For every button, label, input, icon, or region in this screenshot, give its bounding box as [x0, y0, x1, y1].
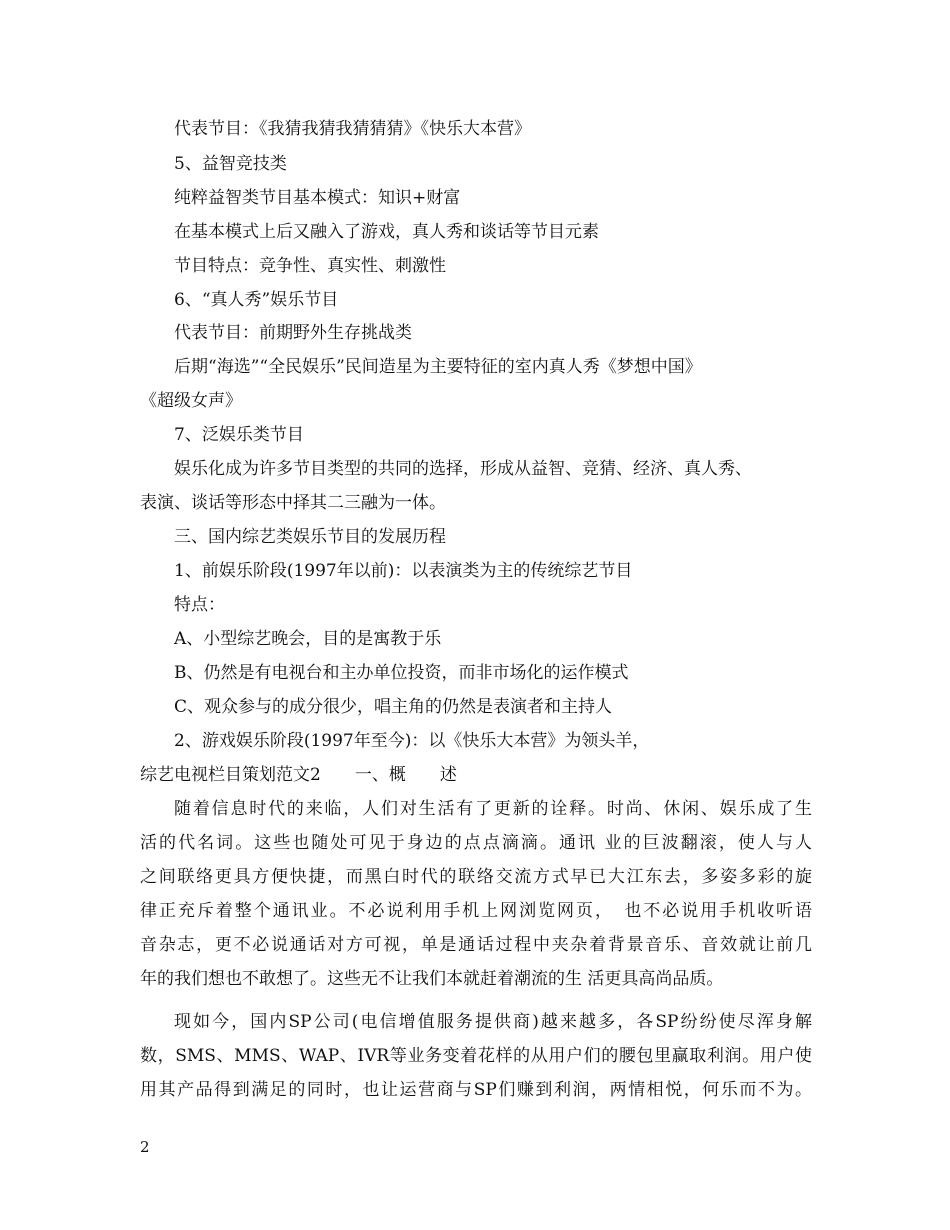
- paragraph-line: 音杂志，更不必说通话对方可视，单是通话过程中夹杂着背景音乐、音效就让前几: [140, 935, 812, 955]
- paragraph-line: 活的代名词。这些也随处可见于身边的点点滴滴。通讯 业的巨波翻滚，使人与人: [140, 833, 812, 853]
- paragraph-line: 之间联络更具方便快捷，而黑白时代的联络交流方式早已大江东去，多姿多彩的旋: [140, 867, 812, 887]
- text-line: 表演、谈话等形态中择其二三融为一体。: [140, 493, 446, 513]
- page-number: 2: [140, 1138, 150, 1156]
- list-item: A、小型综艺晚会，目的是寓教于乐: [174, 629, 442, 649]
- section-heading: 7、泛娱乐类节目: [174, 425, 304, 445]
- paragraph-line: 随着信息时代的来临，人们对生活有了更新的诠释。时尚、休闲、娱乐成了生: [174, 799, 812, 819]
- text-line: 在基本模式上后又融入了游戏，真人秀和谈话等节目元素: [174, 222, 599, 242]
- text-line: 节目特点：竞争性、真实性、刺激性: [174, 256, 446, 276]
- paragraph-line: 年的我们想也不敢想了。这些无不让我们本就赶着潮流的生 活更具高尚品质。: [140, 969, 724, 989]
- paragraph-line: 数，SMS、MMS、WAP、IVR等业务变着花样的从用户们的腰包里赢取利润。用户使: [140, 1046, 812, 1066]
- text-line: 娱乐化成为许多节目类型的共同的选择，形成从益智、竞猜、经济、真人秀、: [174, 459, 752, 479]
- text-line: 《超级女声》: [140, 391, 242, 411]
- text-line: 后期“海选”“全民娱乐”民间造星为主要特征的室内真人秀《梦想中国》: [174, 357, 702, 377]
- section-heading: 6、“真人秀”娱乐节目: [174, 290, 339, 310]
- paragraph-line: 现如今，国内SP公司(电信增值服务提供商)越来越多，各SP纷纷使尽浑身解: [174, 1012, 812, 1032]
- document-title: 综艺电视栏目策划范文2 一、概 述: [140, 765, 457, 785]
- text-line: 2、游戏娱乐阶段(1997年至今)：以《快乐大本营》为领头羊，: [174, 731, 650, 751]
- text-line: 特点：: [174, 595, 225, 615]
- text-line: 代表节目：前期野外生存挑战类: [174, 323, 412, 343]
- paragraph-line: 用其产品得到满足的同时，也让运营商与SP们赚到利润，两情相悦，何乐而不为。: [140, 1080, 812, 1100]
- section-heading: 5、益智竞技类: [174, 154, 287, 174]
- list-item: B、仍然是有电视台和主办单位投资，而非市场化的运作模式: [174, 663, 629, 683]
- text-line: 代表节目：《我猜我猜我猜猜猜》《快乐大本营》: [174, 119, 531, 139]
- text-line: 纯粹益智类节目基本模式：知识+财富: [174, 188, 461, 208]
- paragraph-line: 律正充斥着整个通讯业。不必说利用手机上网浏览网页， 也不必说用手机收听语: [140, 901, 812, 921]
- text-line: 1、前娱乐阶段(1997年以前)：以表演类为主的传统综艺节目: [174, 561, 633, 581]
- section-heading: 三、国内综艺类娱乐节目的发展历程: [174, 527, 446, 547]
- list-item: C、观众参与的成分很少，唱主角的仍然是表演者和主持人: [174, 697, 613, 717]
